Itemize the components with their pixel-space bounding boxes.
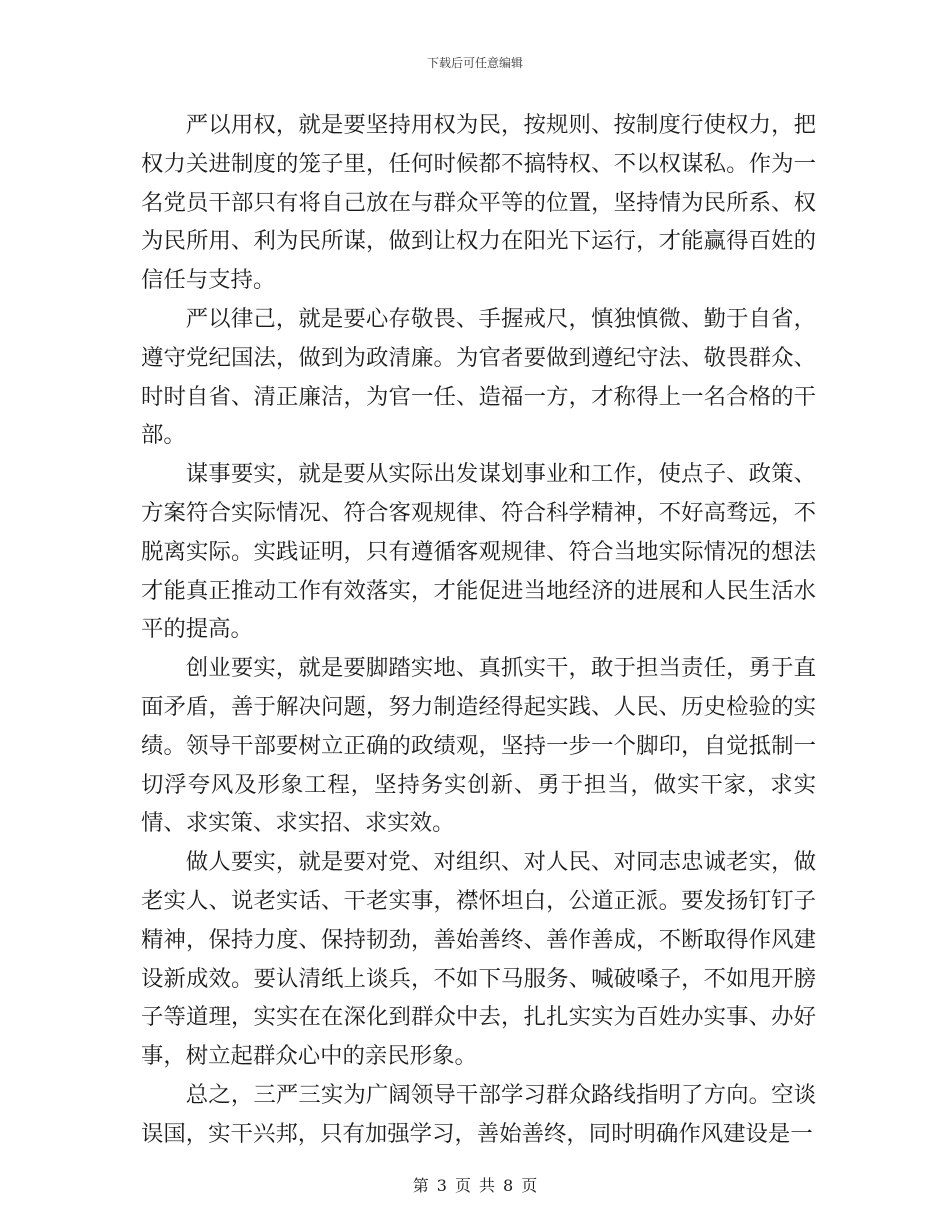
footer-label-mid1: 页: [454, 1176, 471, 1195]
paragraph: 谋事要实，就是要从实际出发谋划事业和工作，使点子、政策、方案符合实际情况、符合客观规律、符合科学精神，不好高骛远，不脱离实际。实践证明，只有遵循客观规律、符合当地实际情况的想法才能真正推动工作有效落实，才能促进当地经济的进展和人民生活水平的提高。: [141, 461, 816, 643]
footer-label-mid2: 共: [479, 1176, 496, 1195]
paragraph: 做人要实，就是要对党、对组织、对人民、对同志忠诚老实，做老实人、说老实话、干老实事，襟怀坦白，公道正派。要发扬钉钉子精神，保持力度、保持韧劲，善始善终、善作善成，不断取得作风建设新成效。要认清纸上谈兵，不如下马服务、喊破嗓子，不如甩开膀子等道理，实实在在深化到群众中去，扎扎实实为百姓办实事、办好事，树立起群众心中的亲民形象。: [141, 849, 816, 1070]
paragraph: 总之，三严三实为广阔领导干部学习群众路线指明了方向。空谈误国，实干兴邦，只有加强学习，善始善终，同时明确作风建设是一: [141, 1081, 816, 1147]
current-page-number: 3: [436, 1176, 447, 1195]
total-pages-number: 8: [503, 1176, 514, 1195]
paragraph: 严以律己，就是要心存敬畏、手握戒尺，慎独慎微、勤于自省，遵守党纪国法，做到为政清廉。为官者要做到遵纪守法、敬畏群众、时时自省、清正廉洁，为官一任、造福一方，才称得上一名合格的干部。: [141, 305, 816, 449]
paragraph: 创业要实，就是要脚踏实地、真抓实干，敢于担当责任，勇于直面矛盾，善于解决问题，努力制造经得起实践、人民、历史检验的实绩。领导干部要树立正确的政绩观，坚持一步一个脚印，自觉抵制一切浮夸风及形象工程，坚持务实创新、勇于担当，做实干家，求实情、求实策、求实招、求实效。: [141, 655, 816, 837]
paragraph: 严以用权，就是要坚持用权为民，按规则、按制度行使权力，把权力关进制度的笼子里，任何时候都不搞特权、不以权谋私。作为一名党员干部只有将自己放在与群众平等的位置，坚持情为民所系、权为民所用、利为民所谋，做到让权力在阳光下运行，才能赢得百姓的信任与支持。: [141, 112, 816, 294]
page-header: 下载后可任意编辑: [426, 56, 523, 70]
document-body: [141, 106, 816, 1154]
page-footer: [0, 1176, 950, 1196]
footer-label-suffix: 页: [521, 1176, 538, 1195]
footer-label-prefix: 第: [412, 1176, 429, 1195]
